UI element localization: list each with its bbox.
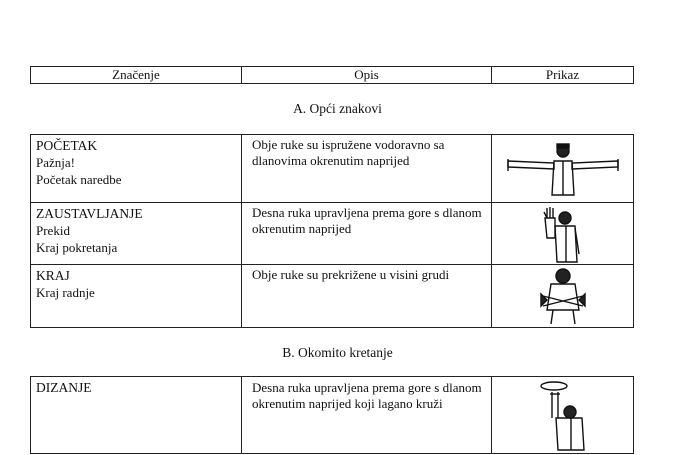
- arms-crossed-figure: [533, 266, 593, 326]
- meaning-cell: [31, 203, 242, 264]
- display-cell: [492, 135, 633, 202]
- signal-subtitle: Kraj radnje: [36, 285, 95, 300]
- display-cell: [492, 265, 633, 327]
- section-b-table: [30, 376, 634, 454]
- signal-subtitle: Prekid: [36, 223, 70, 238]
- arms-outstretched-figure: [498, 139, 628, 199]
- right-arm-up-figure: [533, 204, 593, 264]
- meaning-cell: [31, 377, 242, 453]
- arm-circling-up-figure: [528, 378, 598, 452]
- display-cell: [492, 377, 633, 453]
- table-row: [31, 203, 633, 265]
- signal-name: POČETAK: [36, 138, 98, 153]
- signal-name: KRAJ: [36, 268, 70, 283]
- description-cell: Desna ruka upravljena prema gore s dlanom okrenutim naprijed: [242, 203, 492, 264]
- table-row: [31, 135, 633, 203]
- meaning-cell: [31, 135, 242, 202]
- section-a-table: [30, 134, 634, 328]
- column-header-description: Opis: [242, 67, 492, 83]
- section-a-title: A. Opći znakovi: [293, 101, 382, 116]
- signal-subtitle: Početak naredbe: [36, 172, 122, 187]
- table-row: [31, 377, 633, 453]
- column-header-display: Prikaz: [545, 67, 580, 82]
- column-header-meaning: Značenje: [31, 67, 242, 83]
- table-row: [31, 265, 633, 327]
- signal-subtitle: Pažnja!: [36, 155, 75, 170]
- section-b-title: B. Okomito kretanje: [282, 345, 393, 360]
- column-header-row: [30, 66, 634, 84]
- description-cell: Obje ruke su ispružene vodoravno sa dlanovima okrenutim naprijed: [242, 135, 492, 202]
- signal-name: DIZANJE: [36, 380, 92, 395]
- meaning-cell: [31, 265, 242, 327]
- signal-subtitle: Kraj pokretanja: [36, 240, 118, 255]
- signal-name: ZAUSTAVLJANJE: [36, 206, 143, 221]
- display-cell: [492, 203, 633, 264]
- description-cell: Desna ruka upravljena prema gore s dlanom okrenutim naprijed koji lagano kruži: [242, 377, 492, 453]
- description-cell: Obje ruke su prekrižene u visini grudi: [242, 265, 492, 327]
